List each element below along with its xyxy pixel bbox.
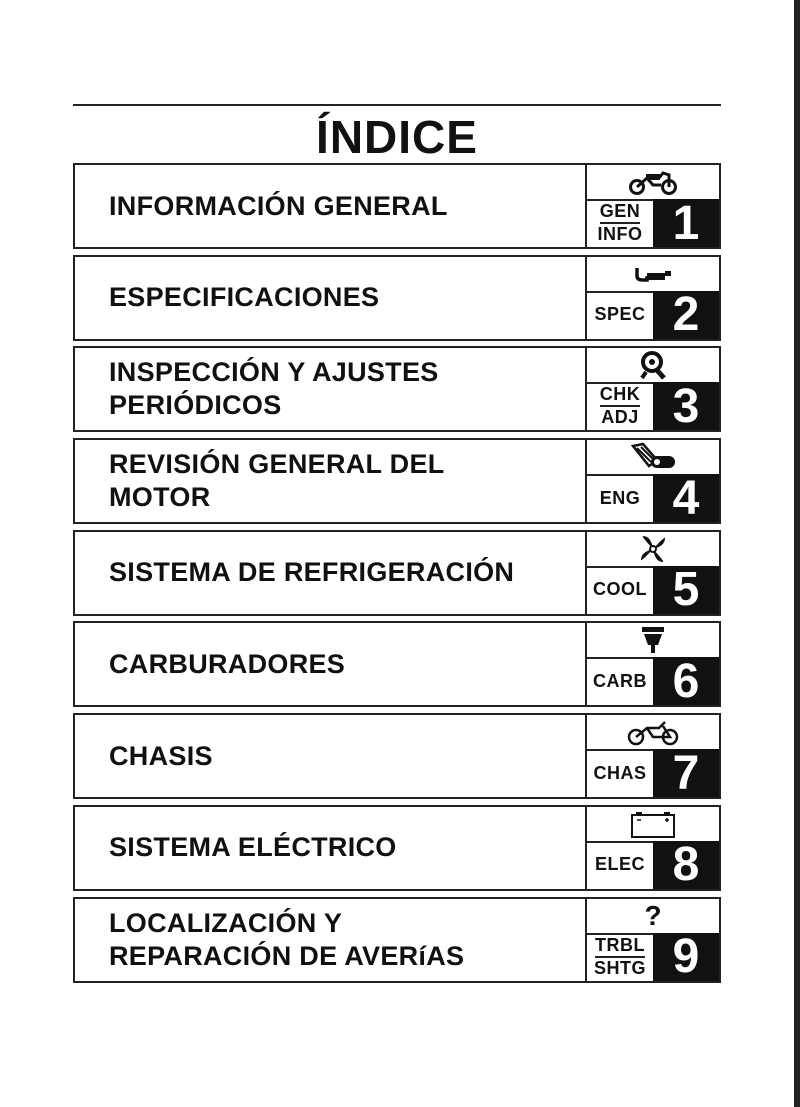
section-label: LOCALIZACIÓN Y REPARACIÓN DE AVERíAS	[109, 907, 465, 971]
section-code	[587, 566, 653, 614]
section-row-elec[interactable]	[73, 805, 721, 891]
section-number: 3	[653, 382, 719, 430]
section-code	[587, 657, 653, 705]
section-number: 7	[653, 749, 719, 797]
section-row-carb[interactable]	[73, 621, 721, 707]
section-number: 9	[653, 933, 719, 981]
section-label: SISTEMA ELÉCTRICO	[109, 832, 397, 863]
section-code-line: ENG	[599, 487, 641, 508]
section-label: SISTEMA DE REFRIGERACIÓN	[109, 557, 515, 588]
section-row-chk-adj[interactable]	[73, 346, 721, 432]
section-row-spec[interactable]	[73, 255, 721, 341]
section-code	[587, 199, 653, 247]
section-label: INSPECCIÓN Y AJUSTES PERIÓDICOS	[109, 357, 439, 421]
section-code-line: ADJ	[601, 407, 639, 428]
page-title: ÍNDICE	[316, 111, 478, 163]
page-edge	[794, 0, 800, 1107]
section-code-line: GEN	[600, 202, 641, 224]
section-label: INFORMACIÓN GENERAL	[109, 190, 448, 221]
question-mark: ?	[644, 899, 662, 931]
section-code	[587, 841, 653, 889]
section-code-line: ELEC	[594, 854, 645, 875]
section-number: 4	[653, 474, 719, 522]
section-tab[interactable]	[585, 623, 719, 708]
section-label: CHASIS	[109, 740, 213, 771]
section-tab[interactable]	[585, 715, 719, 800]
section-row-gen-info[interactable]	[73, 163, 721, 249]
section-row-trbl-shtg[interactable]	[73, 897, 721, 983]
section-code	[587, 749, 653, 797]
section-code-line: CHK	[600, 385, 641, 407]
section-label: CARBURADORES	[109, 648, 346, 679]
section-code-line: CARB	[593, 670, 647, 691]
section-number: 1	[653, 199, 719, 247]
section-number: 6	[653, 657, 719, 705]
section-tab[interactable]	[585, 532, 719, 617]
section-tab[interactable]	[585, 899, 719, 981]
section-code	[587, 474, 653, 522]
section-index	[73, 163, 721, 988]
section-row-cool[interactable]	[73, 530, 721, 616]
section-tab[interactable]	[585, 440, 719, 525]
section-code-line: INFO	[597, 224, 643, 244]
section-row-eng[interactable]	[73, 438, 721, 524]
section-label: ESPECIFICACIONES	[109, 282, 380, 313]
section-code	[587, 291, 653, 339]
section-code-line: SHTG	[593, 957, 646, 978]
section-code	[587, 382, 653, 430]
section-number: 2	[653, 291, 719, 339]
section-label: REVISIÓN GENERAL DEL MOTOR	[109, 449, 445, 513]
section-tab[interactable]	[585, 807, 719, 892]
section-code-line: TRBL	[595, 936, 645, 958]
section-code-line: COOL	[593, 579, 647, 600]
section-number: 5	[653, 566, 719, 614]
section-tab[interactable]	[585, 165, 719, 250]
section-code-line: CHAS	[593, 762, 647, 783]
top-rule	[73, 104, 721, 106]
section-tab[interactable]	[585, 257, 719, 342]
section-tab[interactable]	[585, 348, 719, 433]
section-number: 8	[653, 841, 719, 889]
section-row-chas[interactable]	[73, 713, 721, 799]
section-code-line: SPEC	[594, 304, 646, 325]
section-code	[587, 933, 653, 981]
